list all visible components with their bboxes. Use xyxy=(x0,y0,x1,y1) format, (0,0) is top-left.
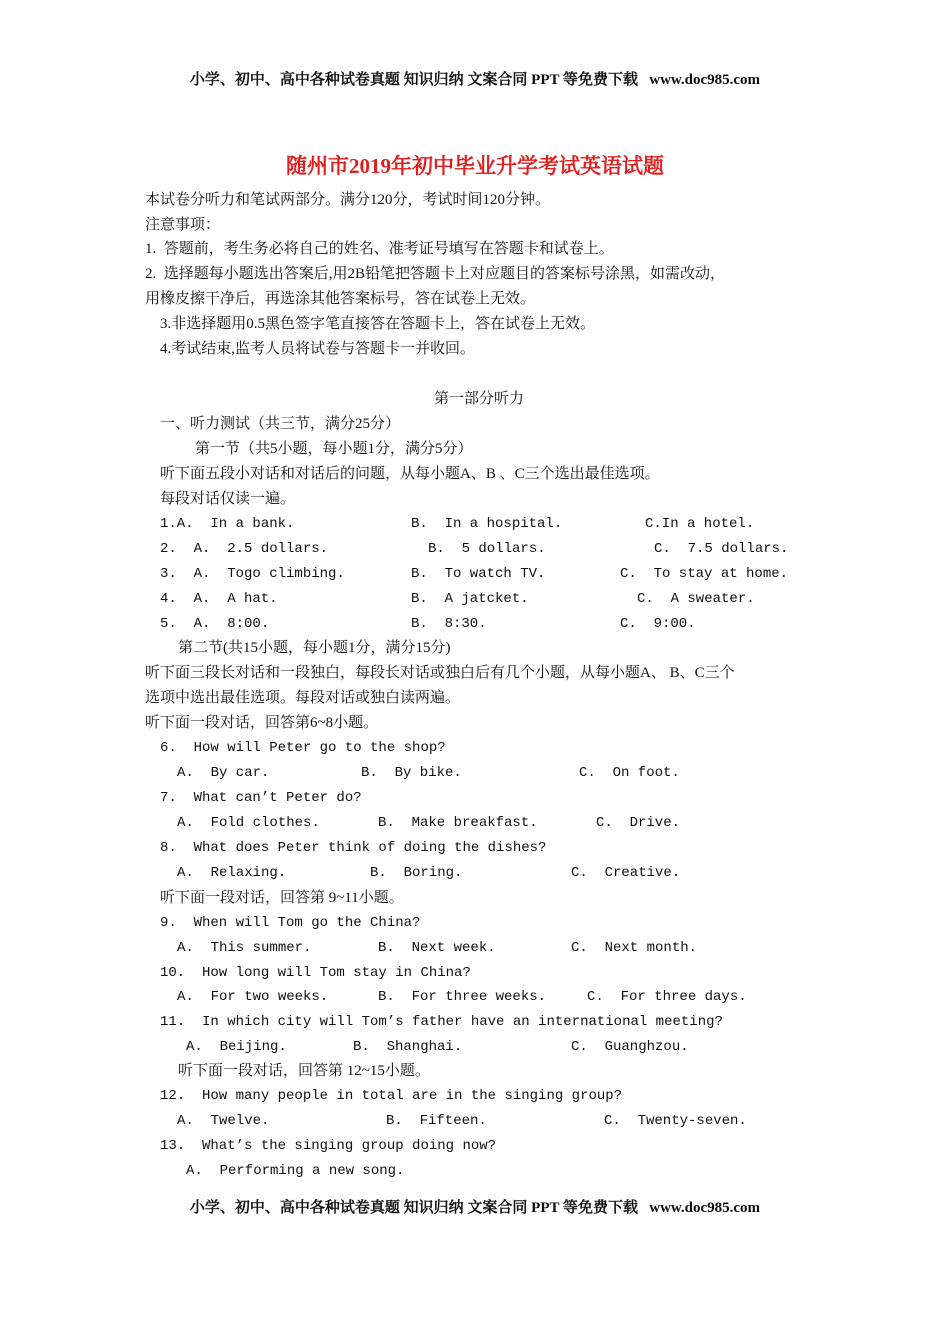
header-banner: 小学、初中、高中各种试卷真题 知识归纳 文案合同 PPT 等免费下载 www.doc985.com xyxy=(189,72,761,88)
option-b: B. 5 dollars. xyxy=(428,541,546,557)
option-a: A. Beijing. xyxy=(186,1039,287,1055)
option-c: C. 7.5 dollars. xyxy=(654,541,789,557)
option-a: A. Relaxing. xyxy=(177,865,287,881)
option-b: B. For three weeks. xyxy=(378,989,547,1005)
intro-text: 本试卷分听力和笔试两部分。满分120分，考试时间120分钟。 xyxy=(145,192,551,208)
sub1-instruction: 听下面五段小对话和对话后的问题，从每小题A、B 、C三个选出最佳选项。 xyxy=(160,466,660,482)
option-b: B. To watch TV. xyxy=(411,566,546,582)
option-c: C. To stay at home. xyxy=(620,566,789,582)
question: 8. What does Peter think of doing the dishes? xyxy=(160,840,547,856)
option-b: B. Shanghai. xyxy=(353,1039,463,1055)
option-c: C. On foot. xyxy=(579,765,680,781)
sub2-instruction: 听下面三段长对话和一段独白，每段长对话或独白后有几个小题，从每小题A、 B、C三个 xyxy=(145,665,735,681)
option-a: 5. A. 8:00. xyxy=(160,616,270,632)
option-a: A. For two weeks. xyxy=(177,989,329,1005)
option-a: A. Fold clothes. xyxy=(177,815,320,831)
question: 7. What can’t Peter do? xyxy=(160,790,362,806)
sub2-heading: 第二节(共15小题，每小题1分，满分15分) xyxy=(178,640,451,656)
option-a: A. By car. xyxy=(177,765,270,781)
note-3: 3.非选择题用0.5黑色签字笔直接答在答题卡上，答在试卷上无效。 xyxy=(160,316,596,332)
question: 11. In which city will Tom’s father have an international meeting? xyxy=(160,1014,723,1030)
option-a: A. Twelve. xyxy=(177,1113,270,1129)
option-b: B. 8:30. xyxy=(411,616,487,632)
sub1-heading: 第一节（共5小题，每小题1分，满分5分） xyxy=(195,441,473,457)
option-a: 2. A. 2.5 dollars. xyxy=(160,541,329,557)
option-c: C. For three days. xyxy=(587,989,747,1005)
dialog-intro: 听下面一段对话，回答第 9~11小题。 xyxy=(160,890,404,906)
part1-heading: 第一部分听力 xyxy=(434,391,525,407)
footer-banner: 小学、初中、高中各种试卷真题 知识归纳 文案合同 PPT 等免费下载 www.doc985.com xyxy=(189,1200,761,1216)
option-c: C. A sweater. xyxy=(637,591,755,607)
option-a: 3. A. Togo climbing. xyxy=(160,566,345,582)
option-a: 1.A. In a bank. xyxy=(160,516,295,532)
option-b: B. Boring. xyxy=(370,865,463,881)
dialog-intro: 听下面一段对话，回答第6~8小题。 xyxy=(145,715,379,731)
option-c: C. Creative. xyxy=(571,865,681,881)
question: 10. How long will Tom stay in China? xyxy=(160,965,471,981)
option-c: C. 9:00. xyxy=(620,616,696,632)
page-title: 随州市2019年初中毕业升学考试英语试题 xyxy=(286,154,664,178)
option-a: 4. A. A hat. xyxy=(160,591,278,607)
option-b: B. In a hospital. xyxy=(411,516,563,532)
option-b: B. A jatcket. xyxy=(411,591,529,607)
note-2: 2. 选择题每小题选出答案后,用2B铅笔把答题卡上对应题目的答案标号涂黑，如需改动， xyxy=(145,266,726,282)
question: 9. When will Tom go the China? xyxy=(160,915,421,931)
option-c: C. Guanghzou. xyxy=(571,1039,689,1055)
question: 12. How many people in total are in the singing group? xyxy=(160,1088,623,1104)
option-b: B. Fifteen. xyxy=(386,1113,487,1129)
option-b: B. Next week. xyxy=(378,940,496,956)
option-b: B. By bike. xyxy=(361,765,462,781)
note-1: 1. 答题前，考生务必将自己的姓名、准考证号填写在答题卡和试卷上。 xyxy=(145,241,614,257)
sub2-instruction: 选项中选出最佳选项。每段对话或独白读两遍。 xyxy=(145,690,461,706)
notes-heading: 注意事项： xyxy=(145,217,221,233)
dialog-intro: 听下面一段对话，回答第 12~15小题。 xyxy=(178,1063,430,1079)
sub1-instruction: 每段对话仅读一遍。 xyxy=(160,491,296,507)
section1-heading: 一、听力测试（共三节，满分25分） xyxy=(160,416,401,432)
option-c: C.In a hotel. xyxy=(645,516,755,532)
option-c: C. Next month. xyxy=(571,940,698,956)
option-a: A. This summer. xyxy=(177,940,312,956)
option-c: C. Twenty-seven. xyxy=(604,1113,747,1129)
option-c: C. Drive. xyxy=(596,815,681,831)
note-4: 4.考试结束,监考人员将试卷与答题卡一并收回。 xyxy=(160,341,476,357)
note-2-cont: 用橡皮擦干净后，再选涂其他答案标号，答在试卷上无效。 xyxy=(145,291,536,307)
question: 6. How will Peter go to the shop? xyxy=(160,740,446,756)
question: 13. What’s the singing group doing now? xyxy=(160,1138,497,1154)
option-b: B. Make breakfast. xyxy=(378,815,538,831)
option-a: A. Performing a new song. xyxy=(186,1163,405,1179)
